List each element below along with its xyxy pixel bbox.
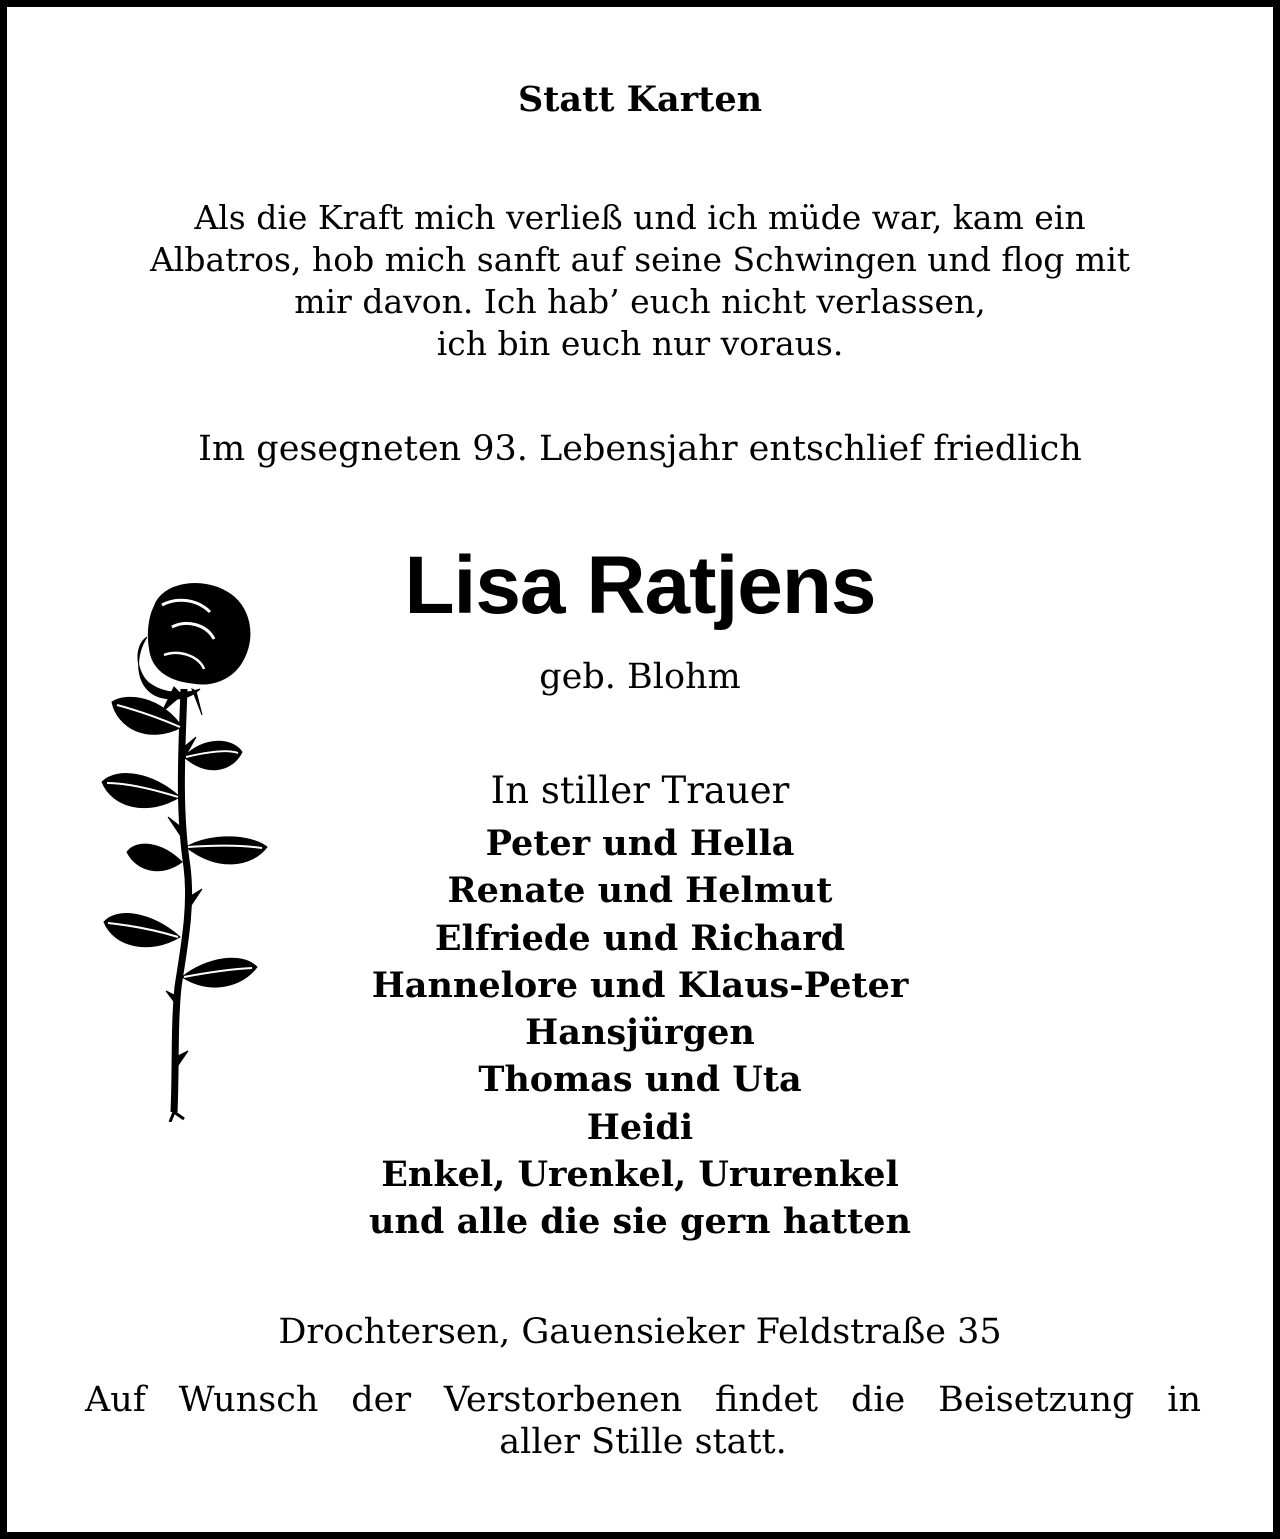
poem-line: Als die Kraft mich verließ und ich müde war, kam ein [194,198,1086,237]
mourner-item: Renate und Helmut [447,870,833,912]
mourner-item: Heidi [586,1106,694,1148]
address: Drochtersen, Gauensieker Feldstraße 35 [278,1312,1002,1352]
poem-line: mir davon. Ich hab’ euch nicht verlassen, [294,282,986,321]
intro-text: Im gesegneten 93. Lebensjahr entschlief friedlich [198,429,1082,469]
mourner-item: Hansjürgen [525,1012,755,1054]
mourner-item: und alle die sie gern hatten [369,1201,911,1243]
funeral-note-line: aller Stille statt. [499,1422,787,1462]
mourning-heading: In stiller Trauer [490,769,790,812]
header-statt-karten: Statt Karten [517,79,763,120]
mourner-item: Elfriede und Richard [434,917,846,959]
mourner-item: Hannelore und Klaus-Peter [371,964,909,1006]
maiden-name: geb. Blohm [539,657,741,697]
poem [7,197,1273,365]
mourner-item: Enkel, Urenkel, Ururenkel [381,1154,899,1196]
poem-line: ich bin euch nur voraus. [436,324,844,363]
mourner-item: Thomas und Uta [478,1059,802,1101]
deceased-name: Lisa Ratjens [404,540,876,631]
funeral-note-line: Auf Wunsch der Verstorbenen findet die Beisetzung in [85,1380,1201,1420]
poem-line: Albatros, hob mich sanft auf seine Schwingen und flog mit [149,240,1131,279]
mourner-item: Peter und Hella [485,823,795,864]
rose-icon [92,577,272,1122]
funeral-note [85,1379,1201,1463]
